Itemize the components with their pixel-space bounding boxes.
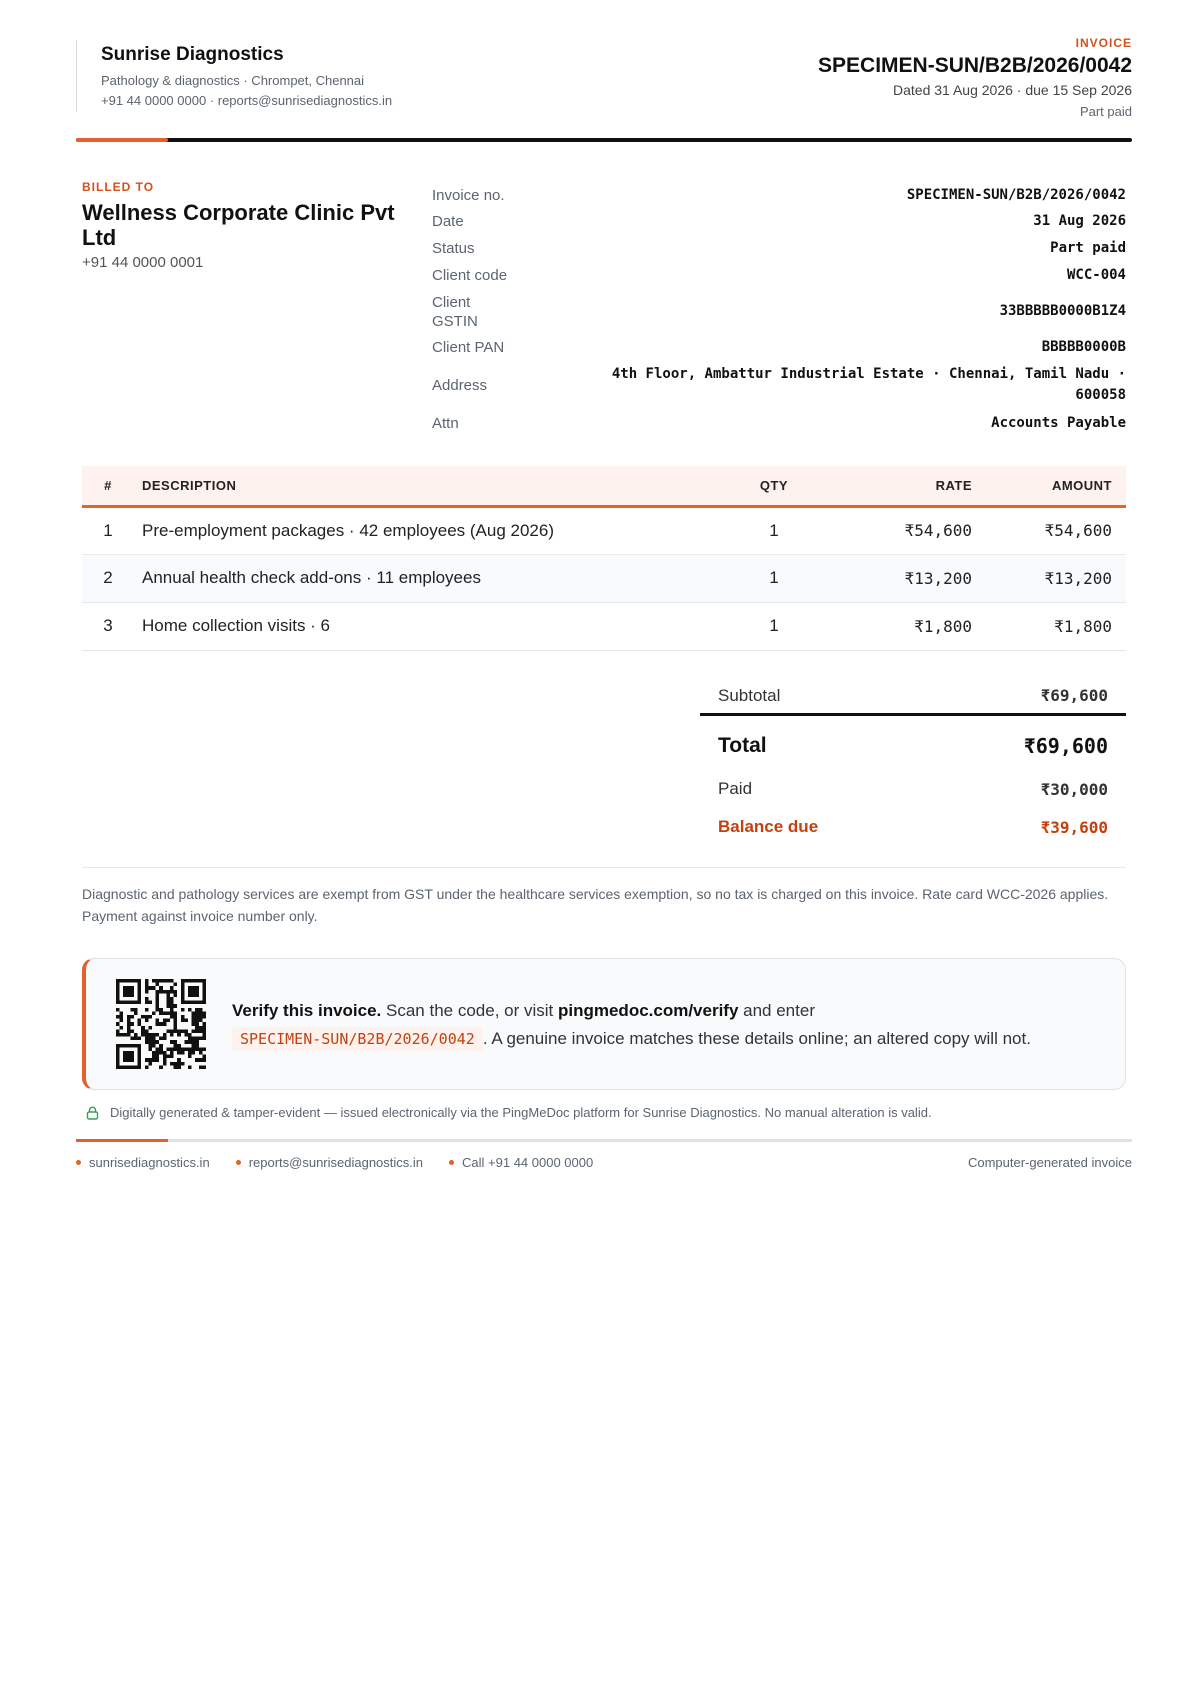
totals-block	[700, 678, 1126, 848]
subtotal-label: Subtotal	[718, 685, 781, 705]
row-amount: ₹54,600	[974, 506, 1126, 554]
total-row	[700, 720, 1126, 772]
meta-value: 31 Aug 2026	[1033, 213, 1126, 229]
footer-rule-accent	[76, 1139, 168, 1142]
meta-value: SPECIMEN-SUN/B2B/2026/0042	[906, 186, 1126, 203]
billed-to-kicker: BILLED TO	[82, 180, 155, 194]
col-num-header: #	[82, 466, 134, 506]
invoice-number: SPECIMEN-SUN/B2B/2026/0042	[818, 54, 1132, 77]
balance-row	[700, 806, 1126, 848]
invoice-heading	[818, 36, 1132, 119]
client-name: Wellness Corporate Clinic Pvt Ltd	[82, 200, 395, 250]
verify-text-3: . A genuine invoice matches these details online; an altered copy will not.	[482, 1029, 1031, 1048]
col-desc-header: DESCRIPTION	[134, 466, 724, 506]
brand-contact: +91 44 0000 0000 · reports@sunrisediagnostics.in	[101, 93, 393, 108]
footer-email[interactable]	[236, 1155, 423, 1170]
footer-generated-note: Computer-generated invoice	[967, 1155, 1132, 1170]
meta-value: 33BBBBB0000B1Z4	[999, 303, 1126, 319]
secure-note	[86, 1105, 1126, 1120]
table-row	[82, 602, 1126, 650]
bullet-dot	[236, 1160, 241, 1165]
table-row	[82, 506, 1126, 554]
row-amount: ₹13,200	[974, 554, 1126, 602]
meta-value: Accounts Payable	[991, 414, 1126, 431]
invoice-status: Part paid	[1079, 104, 1132, 119]
col-qty-header: QTY	[724, 466, 824, 506]
row-num: 2	[82, 554, 134, 602]
verify-text-1: Scan the code, or visit	[381, 1001, 558, 1020]
row-rate: ₹54,600	[824, 506, 974, 554]
total-value: ₹69,600	[1023, 734, 1108, 758]
row-qty: 1	[724, 506, 824, 554]
brand-tagline: Pathology & diagnostics · Chrompet, Chennai	[101, 73, 365, 88]
header-rule	[76, 138, 1132, 142]
meta-value: 4th Floor, Ambattur Industrial Estate · Chennai, Tamil Nadu · 600058	[611, 366, 1126, 403]
meta-label: Date	[432, 213, 464, 230]
footer-email-text: reports@sunrisediagnostics.in	[248, 1155, 424, 1170]
line-items-table	[82, 466, 1126, 651]
meta-row	[432, 289, 1126, 334]
invoice-meta	[432, 182, 1126, 437]
row-num: 3	[82, 602, 134, 650]
verify-panel	[82, 958, 1126, 1090]
row-rate: ₹1,800	[824, 602, 974, 650]
balance-value: ₹39,600	[1040, 817, 1108, 837]
verify-url[interactable]: pingmedoc.com/verify	[557, 1001, 739, 1020]
meta-label: Client GSTIN	[432, 293, 478, 330]
meta-row	[432, 334, 1126, 361]
meta-value: Part paid	[1050, 240, 1126, 256]
table-header-row	[82, 466, 1126, 506]
footer-website-text: sunrisediagnostics.in	[89, 1155, 210, 1170]
paid-value: ₹30,000	[1040, 779, 1108, 799]
meta-value: BBBBB0000B	[1041, 339, 1126, 355]
total-label: Total	[718, 734, 767, 757]
col-rate-header: RATE	[824, 466, 974, 506]
bullet-dot	[449, 1160, 454, 1165]
qr-code-icon[interactable]	[116, 979, 206, 1069]
paid-row	[700, 772, 1126, 806]
footer-call-text: Call +91 44 0000 0000	[462, 1155, 594, 1170]
table-row	[82, 554, 1126, 602]
lock-icon	[86, 1106, 99, 1120]
bullet-dot	[76, 1160, 81, 1165]
balance-label: Balance due	[718, 817, 819, 836]
row-desc: Annual health check add-ons · 11 employees	[134, 554, 724, 602]
subtotal-value: ₹69,600	[1040, 686, 1108, 705]
row-qty: 1	[724, 554, 824, 602]
meta-row	[432, 262, 1126, 289]
header-rule-accent	[76, 138, 168, 142]
meta-label: Client PAN	[432, 339, 505, 356]
verify-code: SPECIMEN-SUN/B2B/2026/0042	[232, 1027, 483, 1051]
footer-rule	[76, 1139, 1132, 1142]
meta-row	[432, 182, 1126, 208]
meta-label: Client code	[432, 267, 508, 284]
meta-row	[432, 409, 1126, 437]
row-num: 1	[82, 506, 134, 554]
secure-note-text: Digitally generated & tamper-evident — issued electronically via the PingMeDoc platform for Sunrise Diagnostics. No manual alteration is valid.	[110, 1105, 932, 1120]
row-rate: ₹13,200	[824, 554, 974, 602]
footer-call[interactable]	[449, 1155, 593, 1170]
invoice-header	[76, 36, 1132, 120]
footer-website[interactable]	[76, 1155, 210, 1170]
brand-block	[76, 40, 392, 112]
meta-row	[432, 235, 1126, 262]
meta-label: Status	[432, 240, 475, 257]
invoice-dates: Dated 31 Aug 2026 · due 15 Sep 2026	[893, 82, 1132, 98]
row-amount: ₹1,800	[974, 602, 1126, 650]
subtotal-row	[700, 678, 1126, 716]
meta-row	[432, 361, 1126, 409]
row-qty: 1	[724, 602, 824, 650]
verify-text	[232, 997, 1092, 1053]
meta-row	[432, 208, 1126, 235]
verify-lead: Verify this invoice.	[232, 1001, 382, 1020]
meta-label: Attn	[432, 414, 459, 432]
verify-text-2: and enter	[738, 1001, 815, 1020]
billed-to	[82, 180, 412, 271]
paid-label: Paid	[718, 779, 753, 798]
client-phone: +91 44 0000 0001	[82, 254, 204, 271]
meta-label: Invoice no.	[432, 186, 505, 204]
brand-name: Sunrise Diagnostics	[101, 44, 284, 65]
tax-note: Diagnostic and pathology services are exempt from GST under the healthcare services exemption, so no tax is charged on this invoice. Rate card WCC-2026 applies. Payment against invoice number only.	[82, 886, 1109, 924]
col-amount-header: AMOUNT	[974, 466, 1126, 506]
section-divider	[82, 867, 1126, 868]
meta-label: Address	[432, 376, 488, 394]
footer	[76, 1155, 1132, 1170]
row-desc: Pre-employment packages · 42 employees (Aug 2026)	[134, 506, 724, 554]
invoice-kicker: INVOICE	[1075, 36, 1132, 50]
row-desc: Home collection visits · 6	[134, 602, 724, 650]
meta-value: WCC-004	[1066, 267, 1126, 283]
